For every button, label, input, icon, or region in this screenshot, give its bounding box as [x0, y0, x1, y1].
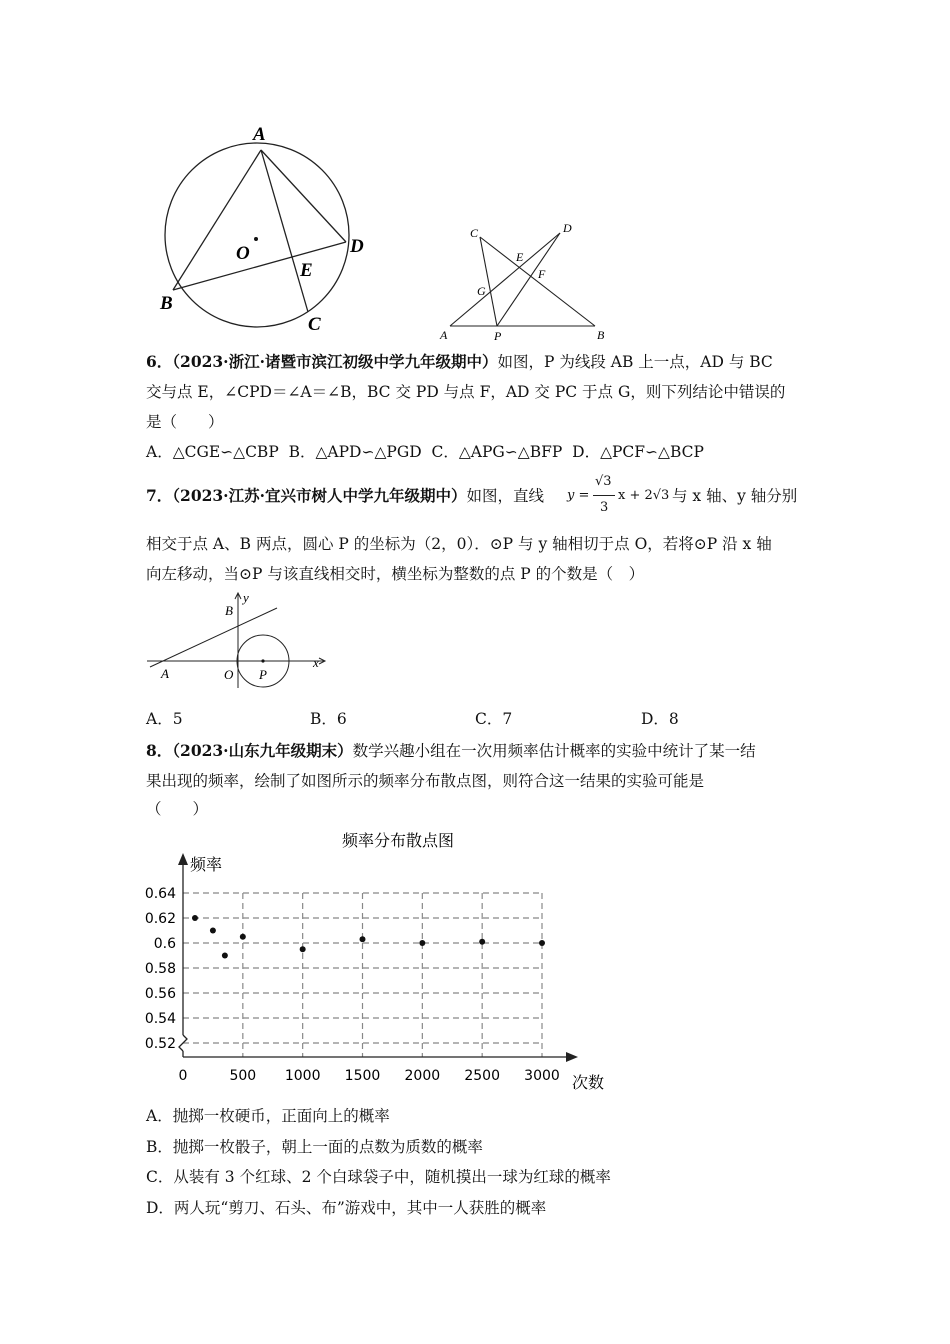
chart-y-ticks [145, 886, 176, 1052]
fig7-label-y: y [243, 590, 249, 605]
label-a: A [253, 124, 266, 145]
tri-label-e: E [516, 250, 524, 264]
tri-label-b: B [597, 328, 605, 342]
triangle-figure [432, 215, 612, 345]
circle-chords [173, 150, 346, 312]
data-point-5 [360, 936, 366, 942]
x-tick-label: 2500 [464, 1068, 500, 1084]
q7-option-c[interactable]: C．7 [475, 710, 513, 728]
y-tick-label: 0.54 [144, 1011, 176, 1027]
q8-option-c[interactable]: C．从装有 3 个红球、2 个白球袋子中，随机摸出一球为红球的概率 [146, 1168, 611, 1186]
q8-text-3: （ ） [146, 800, 209, 818]
y-tick-label: 0.62 [144, 911, 176, 927]
x-tick-label: 500 [229, 1068, 257, 1084]
data-point-4 [300, 946, 306, 952]
x-tick-label: 1500 [344, 1068, 381, 1084]
q7-option-d[interactable]: D．8 [641, 710, 679, 728]
data-point-0 [192, 915, 198, 921]
x-axis-arrow [566, 1052, 578, 1062]
p-center-dot [261, 659, 264, 662]
q7-formula [565, 472, 687, 520]
q8-source: （2023·山东九年级期末） [172, 741, 353, 760]
q8-option-d[interactable]: D．两人玩“剪刀、石头、布”游戏中，其中一人获胜的概率 [146, 1199, 547, 1217]
q7-figure [143, 588, 338, 688]
y-tick-label: 0.56 [144, 986, 176, 1002]
q7-text-1-post: 与 x 轴、y 轴分别 [672, 487, 798, 505]
y-axis-arrow [178, 853, 188, 865]
tri-label-f: F [538, 267, 546, 281]
data-point-2 [222, 953, 228, 959]
label-c: C [308, 314, 321, 335]
q7-line1 [146, 486, 544, 506]
circle-o [165, 143, 349, 327]
data-point-8 [539, 940, 545, 946]
tri-label-a: A [440, 328, 448, 342]
q6-source: （2023·浙江·诸暨市滨江初级中学九年级期中） [172, 352, 498, 371]
q7-option-b[interactable]: B．6 [310, 710, 347, 728]
q8-number: 8． [146, 741, 173, 760]
q6-text-3: 是（ ） [146, 413, 224, 431]
chart-grid [183, 893, 542, 1057]
formula-rest: x + 2√3 [618, 488, 670, 503]
q6-option-b[interactable]: B．△APD∽△PGD [288, 443, 422, 461]
formula-denominator: 3 [600, 500, 609, 515]
fig7-label-a: A [161, 666, 169, 681]
line-ab [150, 608, 277, 667]
q8-option-b[interactable]: B．抛掷一枚骰子，朝上一面的点数为质数的概率 [146, 1138, 483, 1156]
y-tick-label: 0.52 [144, 1036, 176, 1052]
q8-text-2: 果出现的频率，绘制了如图所示的频率分布散点图，则符合这一结果的实验可能是 [146, 772, 705, 790]
tri-label-p: P [494, 329, 502, 343]
q6-options [146, 442, 704, 462]
data-point-7 [479, 939, 485, 945]
q8-line1 [146, 741, 756, 761]
y-tick-label: 0.58 [144, 961, 176, 977]
q6-number: 6． [146, 352, 173, 371]
frequency-scatter-chart [140, 825, 620, 1100]
chart-x-label: 次数 [572, 1073, 605, 1092]
formula-numerator: √3 [595, 474, 612, 489]
triangle-lines [450, 233, 595, 326]
y-tick-label: 0.6 [153, 936, 176, 952]
formula-y: y = [567, 488, 590, 503]
q6-option-a[interactable]: A．△CGE∽△CBP [146, 443, 279, 461]
q8-option-a[interactable]: A．抛掷一枚硬币，正面向上的概率 [146, 1107, 390, 1125]
fig7-label-x: x [313, 655, 319, 670]
q6-line1 [146, 352, 773, 372]
q7-text-3: 向左移动，当⊙P 与该直线相交时，横坐标为整数的点 P 的个数是（ ） [146, 565, 645, 583]
y-tick-label: 0.64 [144, 886, 176, 902]
fig7-label-b: B [225, 603, 233, 618]
fig7-label-o: O [224, 667, 234, 682]
q6-text-2: 交与点 E，∠CPD＝∠A＝∠B，BC 交 PD 与点 F，AD 交 PC 于点 G，则下列结论中错误的 [146, 383, 786, 401]
q6-option-c[interactable]: C．△APG∽△BFP [431, 443, 563, 461]
data-point-6 [419, 940, 425, 946]
data-point-3 [240, 934, 246, 940]
label-o: O [236, 243, 250, 264]
q6-option-d[interactable]: D．△PCF∽△BCP [572, 443, 704, 461]
q7-text-2: 相交于点 A、B 两点，圆心 P 的坐标为（2，0）．⊙P 与 y 轴相切于点 O，若将⊙P 沿 x 轴 [146, 535, 772, 553]
circle-figure [150, 115, 380, 340]
q7-source: （2023·江苏·宜兴市树人中学九年级期中） [172, 486, 467, 505]
center-dot [254, 237, 258, 241]
q7-option-a[interactable]: A．5 [146, 710, 183, 728]
chart-x-ticks [179, 1068, 560, 1084]
label-d: D [350, 236, 364, 257]
data-point-1 [210, 928, 216, 934]
label-b: B [160, 293, 173, 314]
x-tick-label: 0 [178, 1068, 188, 1084]
q7-text-1-pre: 如图，直线 [466, 487, 544, 505]
tri-label-g: G [477, 284, 486, 298]
chart-y-label: 频率 [190, 855, 223, 874]
label-e: E [300, 260, 313, 281]
chart-axes [178, 853, 578, 1062]
tri-label-d: D [563, 221, 572, 235]
x-tick-label: 3000 [524, 1068, 560, 1084]
x-tick-label: 1000 [284, 1068, 321, 1084]
tri-label-c: C [470, 226, 479, 240]
fig7-label-p: P [259, 667, 267, 682]
q6-text-1: 如图，P 为线段 AB 上一点，AD 与 BC [497, 353, 773, 371]
x-tick-label: 2000 [404, 1068, 441, 1084]
chart-title: 频率分布散点图 [342, 831, 455, 850]
q8-text-1: 数学兴趣小组在一次用频率估计概率的实验中统计了某一结 [352, 742, 756, 760]
q7-number: 7． [146, 486, 173, 505]
formula-fraction-bar [593, 495, 615, 496]
chart-points [192, 915, 545, 959]
